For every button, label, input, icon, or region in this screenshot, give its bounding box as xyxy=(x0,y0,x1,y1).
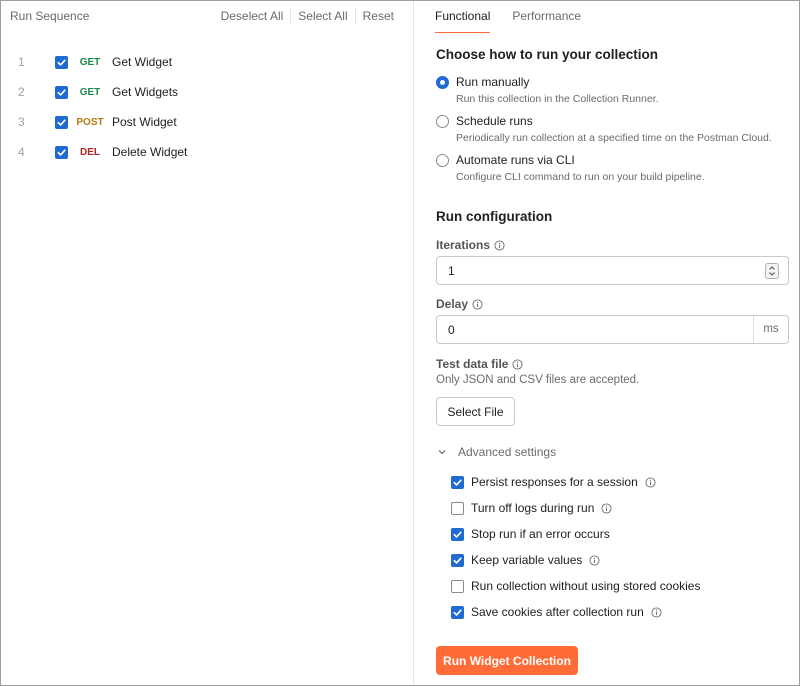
run-settings-panel xyxy=(415,1,799,685)
test-data-label xyxy=(436,357,523,371)
checkmark-icon xyxy=(56,117,67,128)
test-data-hint: Only JSON and CSV files are accepted. xyxy=(436,374,640,386)
run-mode-label: Schedule runs xyxy=(456,114,533,128)
checkmark-icon xyxy=(452,477,463,488)
request-number: 1 xyxy=(18,55,25,69)
sequence-actions xyxy=(221,9,394,23)
checkmark-icon xyxy=(452,607,463,618)
run-mode-description: Periodically run collection at a specified time on the Postman Cloud. xyxy=(456,132,772,144)
delay-label-text: Delay xyxy=(436,297,469,311)
request-row[interactable] xyxy=(1,51,401,73)
method-badge: GET xyxy=(79,86,101,98)
stepper-arrows-icon[interactable] xyxy=(766,264,778,278)
checkmark-icon xyxy=(56,57,67,68)
advanced-option-stop-on-error[interactable] xyxy=(451,527,610,541)
request-name: Get Widget xyxy=(112,55,173,69)
request-number: 4 xyxy=(18,145,25,159)
option-checkbox[interactable] xyxy=(451,606,464,619)
advanced-settings-label: Advanced settings xyxy=(458,445,557,459)
run-mode-label: Run manually xyxy=(456,75,530,89)
request-checkbox[interactable] xyxy=(55,86,68,99)
run-configuration-heading: Run configuration xyxy=(436,209,553,224)
info-icon[interactable] xyxy=(472,299,483,310)
option-label: Run collection without using stored cookies xyxy=(471,579,701,593)
request-name: Post Widget xyxy=(112,115,177,129)
request-row[interactable] xyxy=(1,111,401,133)
iterations-stepper[interactable] xyxy=(765,263,779,279)
run-sequence-panel xyxy=(1,1,414,685)
run-mode-heading: Choose how to run your collection xyxy=(436,47,659,62)
request-row[interactable] xyxy=(1,81,401,103)
delay-label xyxy=(436,297,483,311)
checkmark-icon xyxy=(452,529,463,540)
iterations-field[interactable] xyxy=(436,256,789,285)
option-checkbox[interactable] xyxy=(451,554,464,567)
iterations-input[interactable] xyxy=(448,263,728,279)
delay-input[interactable] xyxy=(448,322,728,338)
option-label: Persist responses for a session xyxy=(471,475,638,489)
info-icon[interactable] xyxy=(494,240,505,251)
option-checkbox[interactable] xyxy=(451,502,464,515)
option-label: Keep variable values xyxy=(471,553,583,567)
run-sequence-title: Run Sequence xyxy=(10,9,90,23)
radio-button[interactable] xyxy=(436,76,449,89)
option-checkbox[interactable] xyxy=(451,528,464,541)
tab-bar xyxy=(435,1,603,33)
run-mode-description: Run this collection in the Collection Runner. xyxy=(456,93,659,105)
chevron-down-icon xyxy=(436,446,448,458)
test-data-label-text: Test data file xyxy=(436,357,509,371)
select-file-button[interactable]: Select File xyxy=(436,397,515,426)
info-icon[interactable] xyxy=(601,503,612,514)
info-icon[interactable] xyxy=(651,607,662,618)
delay-unit: ms xyxy=(753,316,788,343)
reset-button[interactable]: Reset xyxy=(362,9,394,23)
option-label: Save cookies after collection run xyxy=(471,605,644,619)
tab-performance[interactable]: Performance xyxy=(512,9,582,23)
option-checkbox[interactable] xyxy=(451,476,464,489)
advanced-settings-toggle[interactable] xyxy=(436,445,556,459)
tab-functional[interactable]: Functional xyxy=(435,1,490,33)
request-number: 2 xyxy=(18,85,25,99)
run-collection-button[interactable]: Run Widget Collection xyxy=(436,646,578,675)
advanced-option-keep-variables[interactable] xyxy=(451,553,600,567)
run-mode-label: Automate runs via CLI xyxy=(456,153,575,167)
delay-field[interactable] xyxy=(436,315,789,344)
request-row[interactable] xyxy=(1,141,401,163)
divider xyxy=(355,9,356,23)
method-badge: POST xyxy=(76,116,104,128)
radio-button[interactable] xyxy=(436,115,449,128)
advanced-option-persist-responses[interactable] xyxy=(451,475,656,489)
select-all-button[interactable]: Select All xyxy=(298,9,348,23)
option-label: Turn off logs during run xyxy=(471,501,595,515)
option-label: Stop run if an error occurs xyxy=(471,527,610,541)
request-checkbox[interactable] xyxy=(55,116,68,129)
option-checkbox[interactable] xyxy=(451,580,464,593)
checkmark-icon xyxy=(56,147,67,158)
deselect-all-button[interactable]: Deselect All xyxy=(220,9,284,23)
iterations-label-text: Iterations xyxy=(436,238,491,252)
advanced-option-no-stored-cookies[interactable] xyxy=(451,579,700,593)
request-name: Delete Widget xyxy=(112,145,188,159)
advanced-option-save-cookies[interactable] xyxy=(451,605,662,619)
checkmark-icon xyxy=(452,555,463,566)
method-badge: GET xyxy=(79,56,101,68)
iterations-label xyxy=(436,238,505,252)
checkmark-icon xyxy=(56,87,67,98)
divider xyxy=(290,9,291,23)
info-icon[interactable] xyxy=(512,359,523,370)
request-checkbox[interactable] xyxy=(55,146,68,159)
radio-button[interactable] xyxy=(436,154,449,167)
request-name: Get Widgets xyxy=(112,85,179,99)
advanced-option-turn-off-logs[interactable] xyxy=(451,501,612,515)
request-checkbox[interactable] xyxy=(55,56,68,69)
info-icon[interactable] xyxy=(645,477,656,488)
method-badge: DEL xyxy=(80,146,100,158)
info-icon[interactable] xyxy=(589,555,600,566)
request-number: 3 xyxy=(18,115,25,129)
run-mode-description: Configure CLI command to run on your build pipeline. xyxy=(456,171,705,183)
